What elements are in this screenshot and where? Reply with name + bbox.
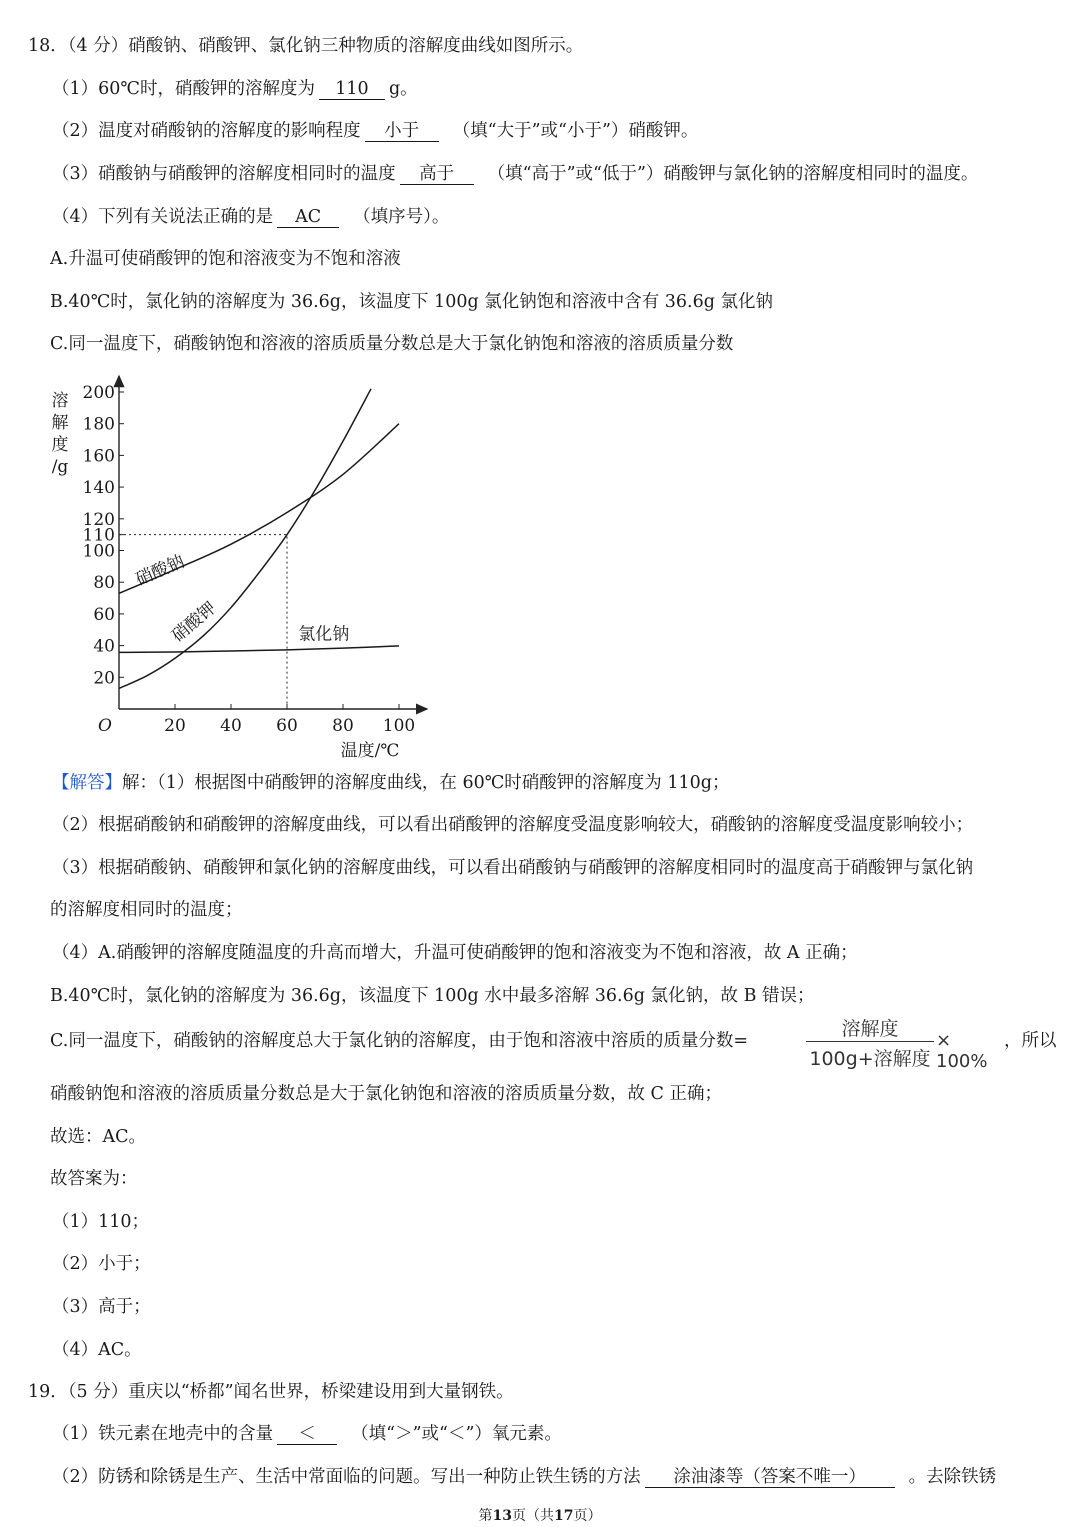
answer-line-6: B.40℃时，氯化钠的溶解度为 36.6g，该温度下 100g 水中最多溶解 36.6g 氯化钠，故 B 错误； — [50, 986, 815, 1006]
q18-part4-answer: AC — [277, 207, 339, 228]
q18-part2-text: （2）温度对硝酸钠的溶解度的影响程度 — [52, 121, 361, 141]
x-tick-label: 40 — [220, 716, 242, 736]
y-tick-label: 40 — [93, 636, 115, 657]
q18-part3-hint: （填“高于”或“低于”）硝酸钾与氯化钠的溶解度相同时的温度。 — [487, 164, 979, 184]
answer-line-7-tail: ，所以 — [1004, 1031, 1057, 1051]
y-tick-label: 140 — [82, 478, 115, 499]
q18-option-c: C.同一温度下，硝酸钠饱和溶液的溶质质量分数总是大于氯化钠饱和溶液的溶质质量分数 — [50, 334, 734, 354]
q18-part3 — [52, 162, 978, 186]
answer-line-2: （2）根据硝酸钠和硝酸钾的溶解度曲线，可以看出硝酸钾的溶解度受温度影响较大，硝酸钠的溶解度受温度影响较小； — [52, 815, 974, 835]
x-tick-label: 20 — [164, 716, 186, 736]
y-tick-label: 120 — [82, 509, 115, 530]
footer-total-pages: 17 — [554, 1508, 574, 1524]
y-axis-label-char: 解 — [51, 413, 69, 433]
y-tick-label: 180 — [82, 414, 115, 435]
y-tick-label: 80 — [93, 573, 115, 594]
q18-stem: 18．（4 分）硝酸钠、硝酸钾、氯化钠三种物质的溶解度曲线如图所示。 — [28, 36, 584, 56]
footer-prefix: 第 — [478, 1508, 493, 1524]
y-axis-label-char: 度 — [51, 435, 69, 455]
q18-part3-answer: 高于 — [400, 164, 474, 185]
y-tick-label: 20 — [93, 668, 115, 689]
q18-part1-text: （1）60℃时，硝酸钾的溶解度为 — [52, 79, 315, 99]
q18-part1 — [52, 77, 418, 101]
answer-summary-1: （1）110； — [52, 1212, 150, 1232]
x-axis-label: 温度/℃ — [340, 741, 400, 761]
origin-label: O — [98, 716, 112, 736]
y-tick-label: 60 — [93, 604, 115, 625]
footer-suffix: 页） — [573, 1508, 602, 1524]
q18-option-a: A.升温可使硝酸钾的饱和溶液变为不饱和溶液 — [50, 249, 401, 269]
q18-part2-answer: 小于 — [365, 121, 439, 142]
q18-part3-text: （3）硝酸钠与硝酸钾的溶解度相同时的温度 — [52, 164, 396, 184]
x-tick-label: 80 — [332, 716, 354, 736]
x-tick-label: 60 — [276, 716, 298, 736]
q18-option-b: B.40℃时，氯化钠的溶解度为 36.6g，该温度下 100g 氯化钠饱和溶液中含有 36.6g 氯化钠 — [50, 292, 774, 312]
q19-part2-text: （2）防锈和除锈是生产、生活中常面临的问题。写出一种防止铁生锈的方法 — [52, 1467, 641, 1487]
formula-fraction-bar — [806, 1041, 934, 1042]
q19-part1-answer: ＜ — [277, 1424, 337, 1445]
q19-part1 — [52, 1422, 562, 1446]
curve-sodium-chloride — [119, 646, 399, 652]
mass-fraction-formula — [800, 1012, 1005, 1072]
label-sodium-nitrate: 硝酸钠 — [132, 551, 188, 590]
label-potassium-nitrate: 硝酸钾 — [168, 598, 221, 647]
y-axis-label-char: /g — [51, 457, 69, 477]
y-axis-label-char: 溶 — [51, 391, 69, 411]
y-tick-label: 110 — [82, 525, 115, 546]
formula-multiplier: × 100% — [936, 1030, 988, 1072]
y-tick-label: 160 — [82, 446, 115, 467]
q19-part2-answer: 涂油漆等（答案不唯一） — [645, 1467, 895, 1488]
y-tick-label: 200 — [82, 383, 115, 403]
answer-choice: 故选：AC。 — [50, 1127, 147, 1147]
q18-part1-unit: g。 — [388, 79, 418, 99]
q18-part4 — [52, 205, 449, 229]
answer-summary-2: （2）小于； — [52, 1254, 151, 1274]
answer-line-1 — [52, 771, 729, 795]
q19-part1-text: （1）铁元素在地壳中的含量 — [52, 1424, 274, 1444]
formula-denominator: 100g+溶解度 — [809, 1048, 931, 1070]
page-footer — [0, 1506, 1080, 1526]
q19-part2 — [52, 1465, 996, 1489]
q19-part2-tail: 。去除铁锈 — [908, 1467, 997, 1487]
q18-part4-hint: （填序号）。 — [353, 207, 450, 227]
answer-label: 【解答】 — [52, 773, 122, 793]
q19-part1-hint: （填“＞”或“＜”）氧元素。 — [351, 1424, 562, 1444]
label-sodium-chloride: 氯化钠 — [298, 624, 350, 645]
solubility-chart — [30, 360, 430, 765]
q18-part1-answer: 110 — [319, 79, 385, 100]
answer-line-3: （3）根据硝酸钠、硝酸钾和氯化钠的溶解度曲线，可以看出硝酸钠与硝酸钾的溶解度相同时的温度高于硝酸钾与氯化钠 — [52, 858, 974, 878]
answer-summary-3: （3）高于； — [52, 1297, 151, 1317]
y-tick-label: 100 — [82, 541, 115, 562]
footer-middle: 页（共 — [512, 1508, 554, 1524]
footer-page-number: 13 — [492, 1508, 512, 1524]
q18-part4-text: （4）下列有关说法正确的是 — [52, 207, 274, 227]
answer-line-7: C.同一温度下，硝酸钠的溶解度总大于氯化钠的溶解度，由于饱和溶液中溶质的质量分数= — [50, 1031, 748, 1051]
q18-part2-hint: （填“大于”或“小于”）硝酸钾。 — [452, 121, 699, 141]
q18-part2 — [52, 119, 698, 143]
q19-stem: 19．（5 分）重庆以“桥都”闻名世界，桥梁建设用到大量钢铁。 — [28, 1382, 514, 1402]
answer-line-5: （4）A.硝酸钾的溶解度随温度的升高而增大，升温可使硝酸钾的饱和溶液变为不饱和溶液，故 A 正确； — [52, 943, 858, 963]
answer-line-1-text: 解：（1）根据图中硝酸钾的溶解度曲线，在 60℃时硝酸钾的溶解度为 110g； — [122, 773, 730, 793]
x-tick-label: 100 — [382, 716, 416, 736]
answer-line-8: 硝酸钠饱和溶液的溶质质量分数总是大于氯化钠饱和溶液的溶质质量分数，故 C 正确； — [50, 1084, 723, 1104]
answer-summary-title: 故答案为： — [50, 1169, 138, 1189]
answer-line-4: 的溶解度相同时的温度； — [50, 900, 243, 920]
formula-numerator: 溶解度 — [841, 1018, 899, 1040]
answer-summary-4: （4）AC。 — [52, 1340, 142, 1360]
